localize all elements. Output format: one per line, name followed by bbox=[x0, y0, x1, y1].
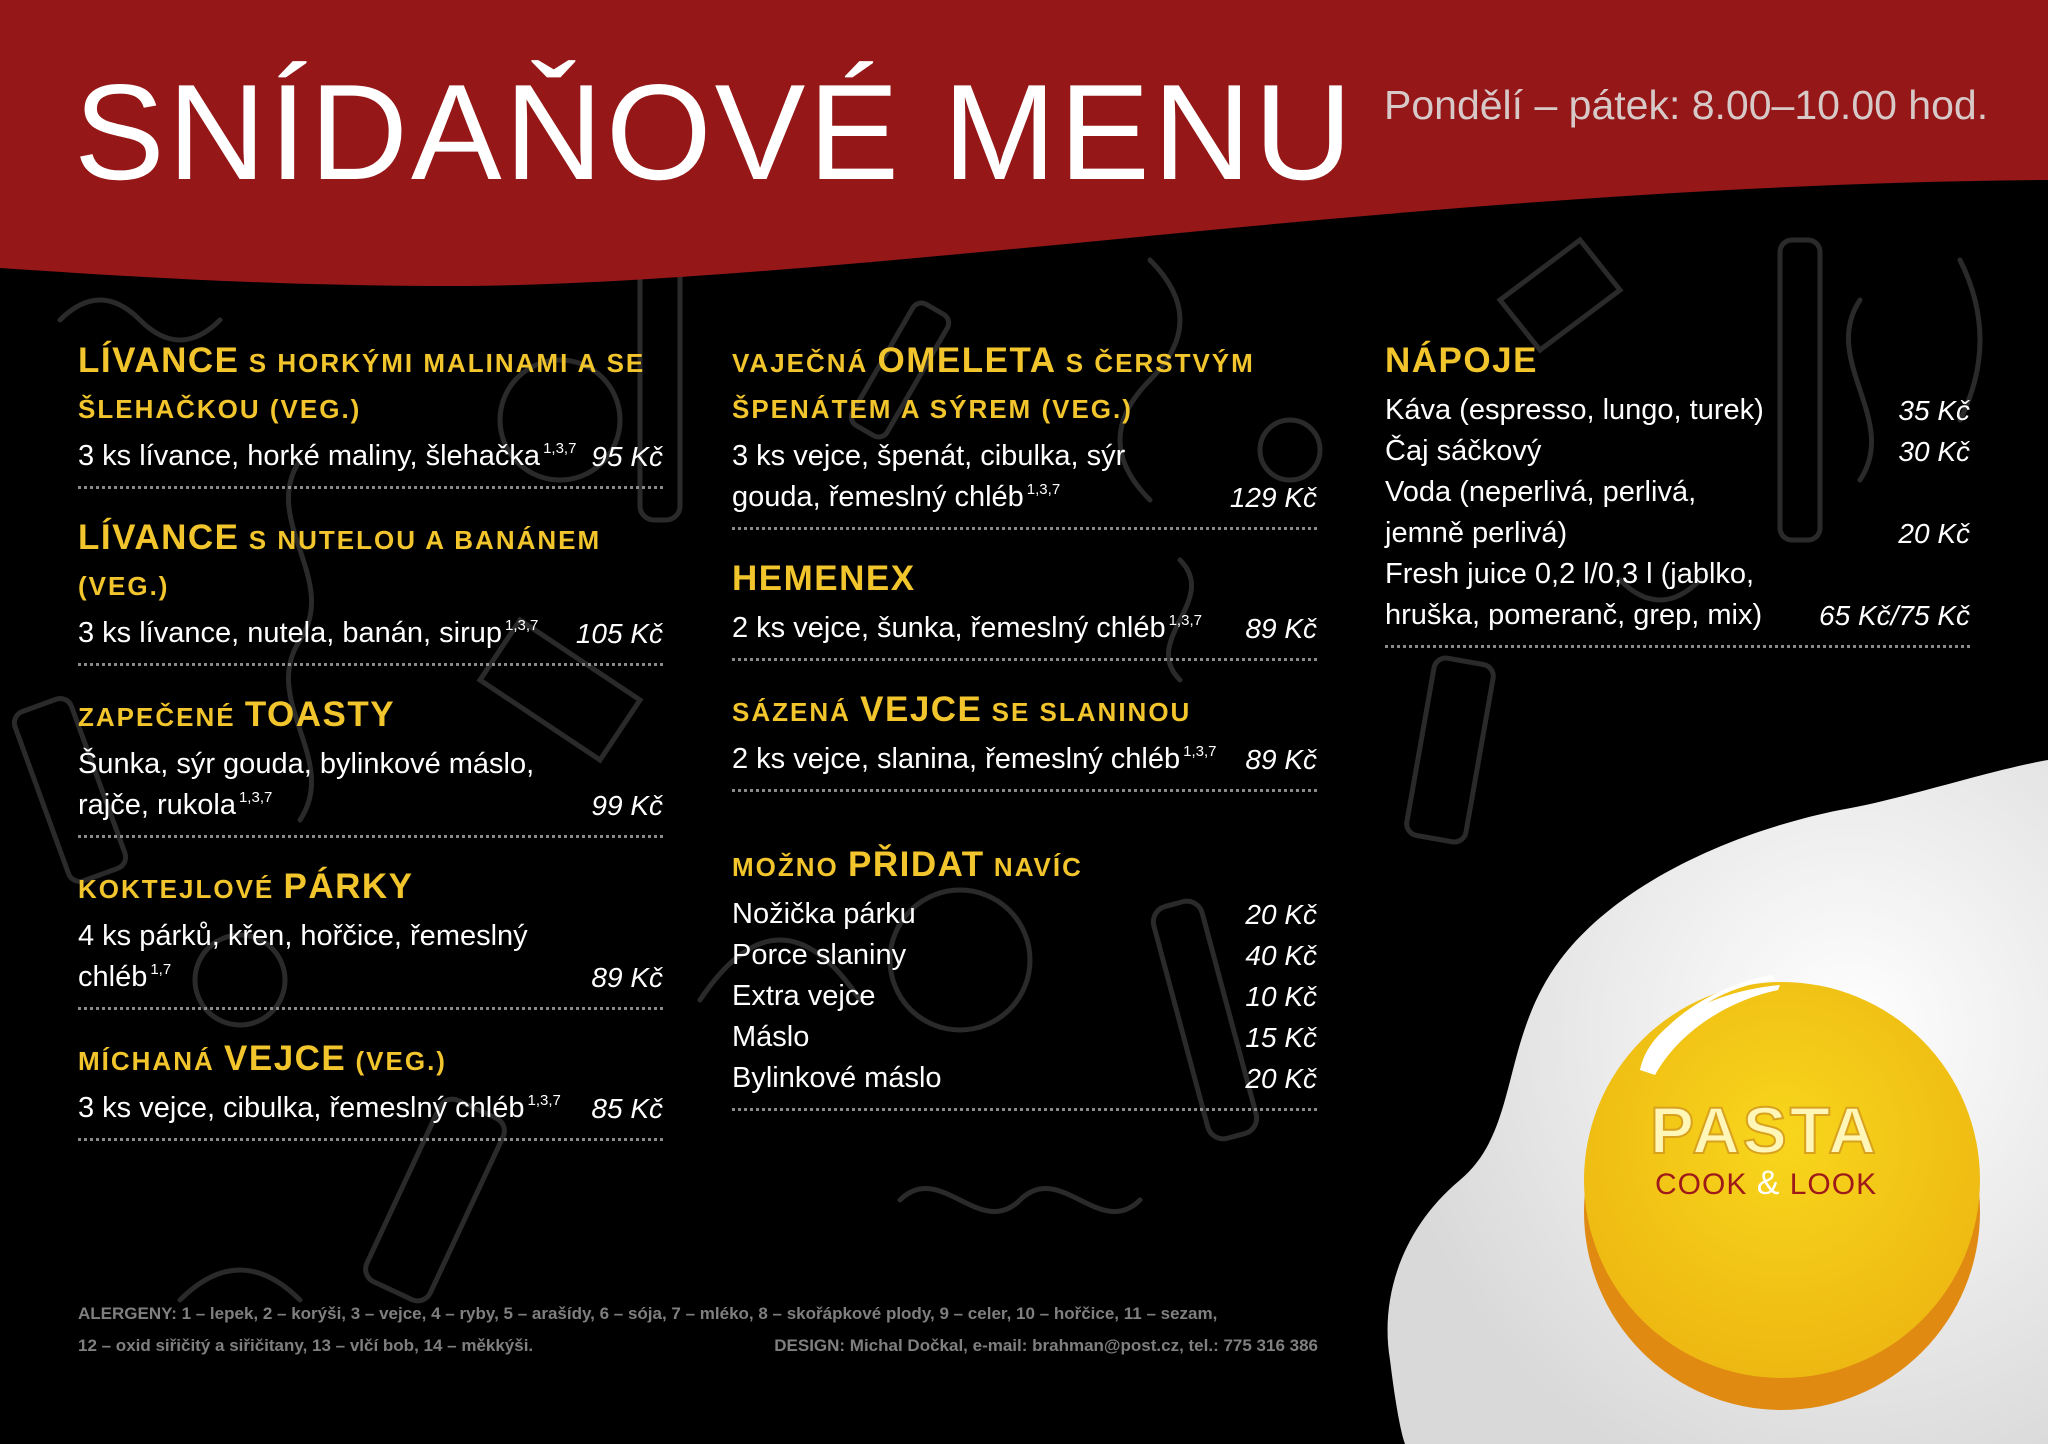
item-price: 89 Kč bbox=[1245, 744, 1317, 775]
drink-price: 20 Kč bbox=[1898, 518, 1970, 549]
drink-name: Fresh juice 0,2 l/0,3 l (jablko, hruška, pomeranč, grep, mix) bbox=[1385, 558, 1763, 631]
extra-price: 10 Kč bbox=[1245, 981, 1317, 1012]
item-title: VAJEČNÁ OMELETA S ČERSTVÝM ŠPENÁTEM A SÝREM (VEG.) bbox=[732, 341, 1255, 424]
opening-hours: Pondělí – pátek: 8.00–10.00 hod. bbox=[1384, 82, 1989, 128]
footer bbox=[78, 1298, 1318, 1362]
allergen-codes: 1,3,7 bbox=[527, 1092, 561, 1109]
menu-item bbox=[78, 864, 663, 1010]
extra-name: Porce slaniny bbox=[732, 939, 907, 971]
extra-item bbox=[732, 976, 1317, 1017]
menu-item bbox=[78, 338, 663, 489]
allergen-codes: 1,3,7 bbox=[1026, 481, 1061, 498]
item-description: Šunka, sýr gouda, bylinkové máslo, rajče, rukola $^{1,3,7}$ bbox=[78, 748, 535, 821]
item-price: 89 Kč bbox=[591, 962, 663, 993]
menu-item bbox=[732, 687, 1317, 792]
allergen-codes: 1,3,7 bbox=[543, 440, 577, 457]
item-title: HEMENEX bbox=[732, 559, 916, 598]
drinks-column bbox=[1385, 338, 1970, 674]
drinks-title: NÁPOJE bbox=[1385, 341, 1538, 380]
menu-item bbox=[732, 338, 1317, 530]
item-price: 99 Kč bbox=[591, 790, 663, 821]
extra-item bbox=[732, 1017, 1317, 1058]
menu-column-1 bbox=[78, 338, 663, 1167]
item-title: SÁZENÁ VEJCE SE SLANINOU bbox=[732, 690, 1192, 729]
extra-name: Bylinkové máslo bbox=[732, 1062, 942, 1094]
item-price: 105 Kč bbox=[575, 618, 663, 649]
item-description: 3 ks vejce, cibulka, řemeslný chléb $^{1,3,7}$ bbox=[78, 1092, 561, 1124]
item-price: 95 Kč bbox=[591, 441, 663, 472]
extra-price: 40 Kč bbox=[1245, 940, 1317, 971]
item-title: ZAPEČENÉ TOASTY bbox=[78, 695, 396, 734]
menu-column-2 bbox=[732, 338, 1317, 1137]
extra-price: 15 Kč bbox=[1245, 1022, 1317, 1053]
item-description: 2 ks vejce, šunka, řemeslný chléb $^{1,3,7}$ bbox=[732, 612, 1202, 644]
menu-item bbox=[78, 515, 663, 666]
item-description: 2 ks vejce, slanina, řemeslný chléb $^{1,3,7}$ bbox=[732, 743, 1217, 775]
item-description: 3 ks lívance, nutela, banán, sirup $^{1,3,7}$ bbox=[78, 617, 539, 649]
drink-name: Čaj sáčkový bbox=[1385, 435, 1542, 467]
extras-section bbox=[732, 842, 1317, 1111]
allergens-legend-cont: 12 – oxid siřičitý a siřičitany, 13 – vlčí bob, 14 – měkkýši. bbox=[78, 1336, 534, 1355]
drink-item bbox=[1385, 472, 1970, 554]
allergen-codes: 1,3,7 bbox=[1168, 612, 1202, 629]
menu-item bbox=[732, 556, 1317, 661]
item-title: LÍVANCE S NUTELOU A BANÁNEM (VEG.) bbox=[78, 518, 602, 601]
extra-item bbox=[732, 1058, 1317, 1099]
menu-item bbox=[78, 692, 663, 838]
item-price: 85 Kč bbox=[591, 1093, 663, 1124]
drink-price: 65 Kč/75 Kč bbox=[1819, 600, 1970, 631]
extra-item bbox=[732, 894, 1317, 935]
design-credit: DESIGN: Michal Dočkal, e-mail: brahman@post.cz, tel.: 775 316 386 bbox=[774, 1336, 1318, 1355]
drink-name: Káva (espresso, lungo, turek) bbox=[1385, 394, 1764, 426]
extra-price: 20 Kč bbox=[1245, 1063, 1317, 1094]
extras-title: MOŽNO PŘIDAT NAVÍC bbox=[732, 845, 1083, 884]
allergen-codes: 1,3,7 bbox=[504, 617, 539, 634]
item-price: 89 Kč bbox=[1245, 613, 1317, 644]
drink-item bbox=[1385, 390, 1970, 431]
allergens-legend: ALERGENY: 1 – lepek, 2 – korýši, 3 – vejce, 4 – ryby, 5 – arašídy, 6 – sója, 7 – mléko, 8 – skořápkové plody, 9 – celer, 10 – hořčice, 11 – sezam, bbox=[78, 1304, 1218, 1323]
drink-price: 30 Kč bbox=[1898, 436, 1970, 467]
item-description: 4 ks párků, křen, hořčice, řemeslný chléb $^{1,7}$ bbox=[78, 920, 528, 993]
drink-item bbox=[1385, 431, 1970, 472]
item-description: 3 ks lívance, horké maliny, šlehačka $^{1,3,7}$ bbox=[78, 440, 577, 472]
drink-name: Voda (neperlivá, perlivá, jemně perlivá) bbox=[1385, 476, 1697, 549]
drink-item bbox=[1385, 554, 1970, 636]
item-title: KOKTEJLOVÉ PÁRKY bbox=[78, 867, 414, 906]
allergen-codes: 1,7 bbox=[150, 961, 172, 978]
extra-item bbox=[732, 935, 1317, 976]
extra-name: Máslo bbox=[732, 1021, 810, 1053]
allergen-codes: 1,3,7 bbox=[238, 789, 273, 806]
item-title: MÍCHANÁ VEJCE (VEG.) bbox=[78, 1039, 447, 1078]
extra-price: 20 Kč bbox=[1245, 899, 1317, 930]
item-description: 3 ks vejce, špenát, cibulka, sýr gouda, řemeslný chléb $^{1,3,7}$ bbox=[732, 440, 1126, 513]
drinks-section bbox=[1385, 338, 1970, 648]
extra-name: Nožička párku bbox=[732, 898, 916, 930]
menu-item bbox=[78, 1036, 663, 1141]
page-title: SNÍDAŇOVÉ MENU bbox=[74, 56, 1356, 208]
drink-price: 35 Kč bbox=[1898, 395, 1970, 426]
pasta-logo: PASTA bbox=[1650, 1093, 1879, 1167]
item-title: LÍVANCE S HORKÝMI MALINAMI A SE ŠLEHAČKOU (VEG.) bbox=[78, 341, 646, 424]
allergen-codes: 1,3,7 bbox=[1183, 743, 1217, 760]
item-price: 129 Kč bbox=[1229, 482, 1317, 513]
pasta-logo-tagline: COOK & LOOK bbox=[1655, 1164, 1878, 1202]
extra-name: Extra vejce bbox=[732, 980, 876, 1012]
